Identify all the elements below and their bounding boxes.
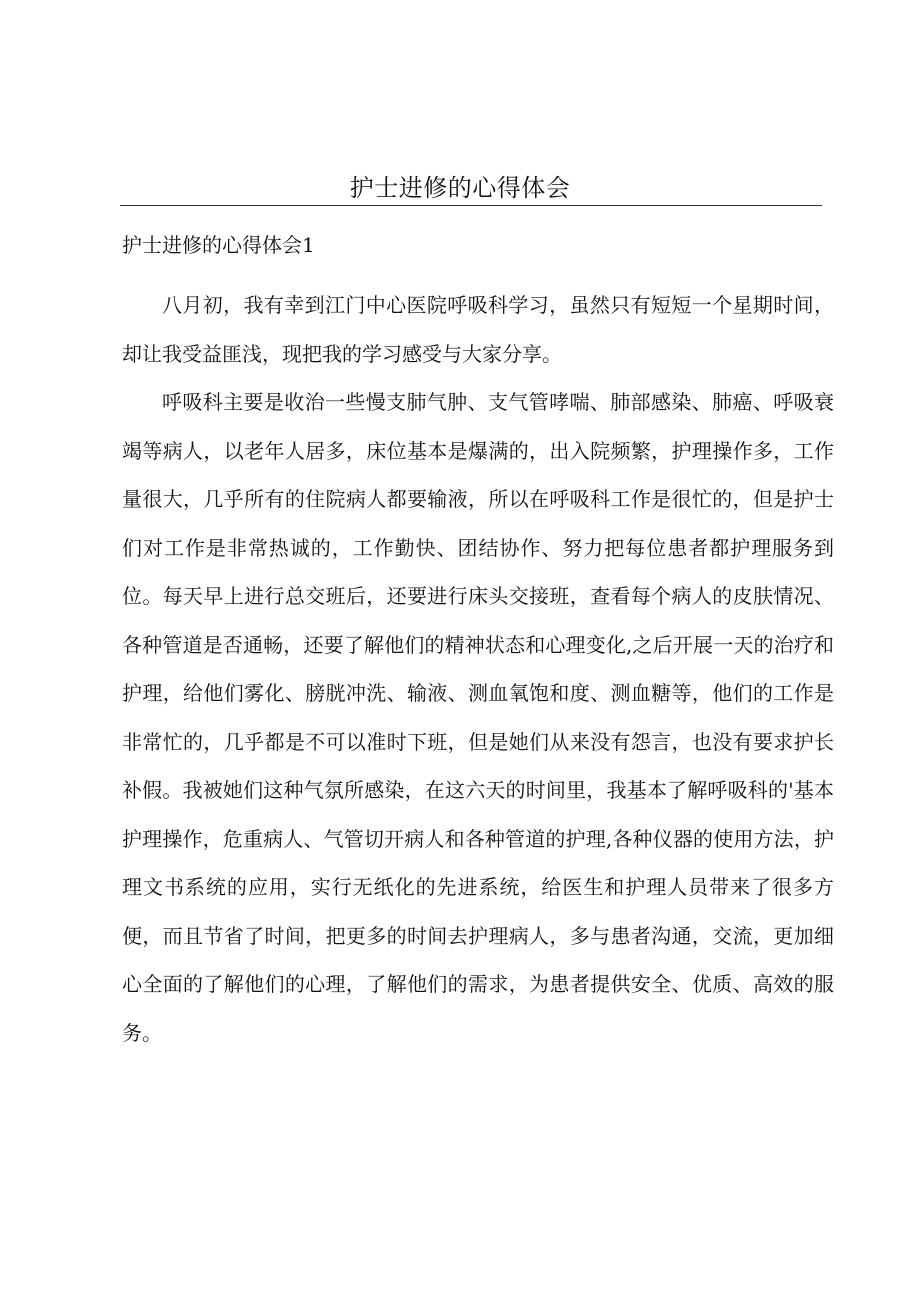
document-body bbox=[122, 281, 834, 1057]
title-underline bbox=[120, 205, 822, 206]
section-heading: 护士进修的心得体会1 bbox=[122, 233, 315, 257]
document-title: 护士进修的心得体会 bbox=[349, 174, 571, 202]
paragraph: 呼吸科主要是收治一些慢支肺气肿、支气管哮喘、肺部感染、肺癌、呼吸衰竭等病人，以老年人居多，床位基本是爆满的，出入院频繁，护理操作多，工作量很大，几乎所有的住院病人都要输液，所以在呼吸科工作是很忙的，但是护士们对工作是非常热诚的，工作勤快、团结协作、努力把每位患者都护理服务到位。每天早上进行总交班后，还要进行床头交接班，查看每个病人的皮肤情况、各种管道是否通畅，还要了解他们的精神状态和心理变化,之后开展一天的治疗和护理，给他们雾化、膀胱冲洗、输液、测血氧饱和度、测血糖等，他们的工作是非常忙的，几乎都是不可以准时下班，但是她们从来没有怨言，也没有要求护长补假。我被她们这种气氛所感染，在这六天的时间里，我基本了解呼吸科的'基本护理操作，危重病人、气管切开病人和各种管道的护理,各种仪器的使用方法，护理文书系统的应用，实行无纸化的先进系统，给医生和护理人员带来了很多方便，而且节省了时间，把更多的时间去护理病人，多与患者沟通，交流，更加细心全面的了解他们的心理，了解他们的需求，为患者提供安全、优质、高效的服务。 bbox=[122, 390, 834, 1045]
paragraph: 八月初，我有幸到江门中心医院呼吸科学习，虽然只有短短一个星期时间，却让我受益匪浅，现把我的学习感受与大家分享。 bbox=[122, 293, 834, 366]
